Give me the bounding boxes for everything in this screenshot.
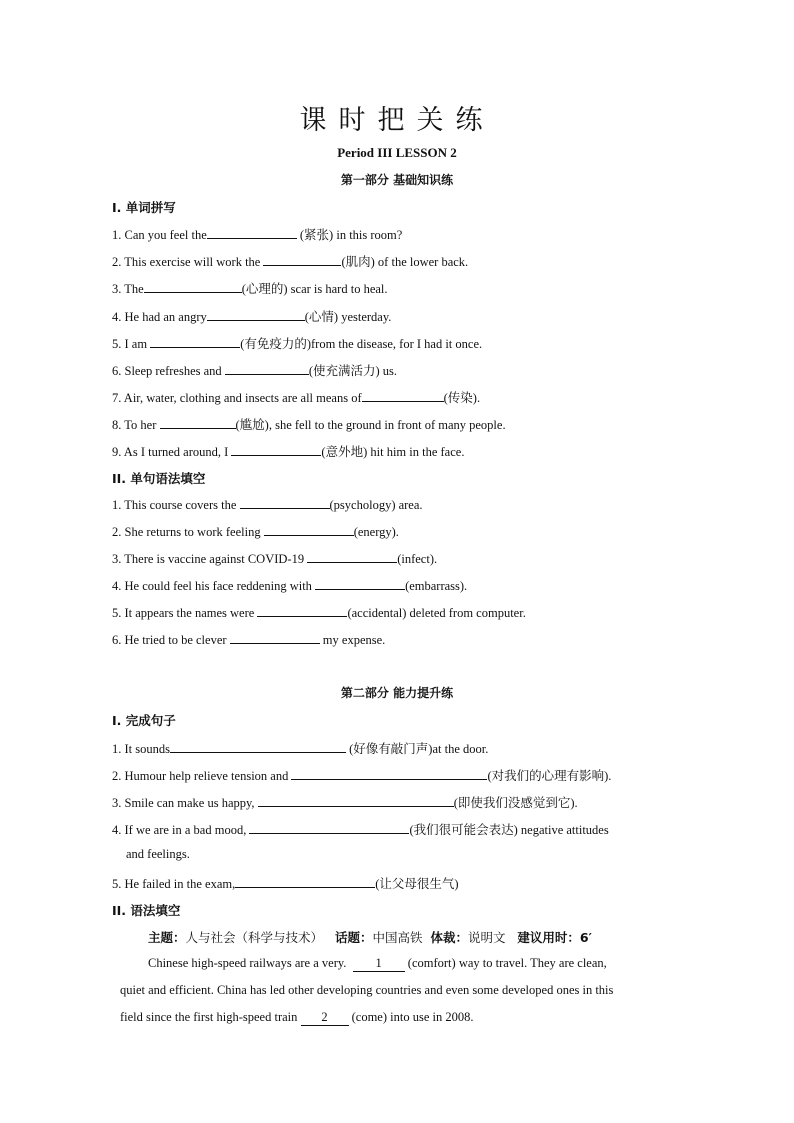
passage-blank-2[interactable]: 2 [301, 1010, 349, 1026]
question-hint: (紧张) in this room? [296, 228, 403, 242]
subject-value: 中国高铁 [372, 930, 423, 945]
question-item [112, 577, 467, 594]
page-title: 课时把关练 [299, 105, 495, 136]
genre-label: 体裁： [430, 930, 468, 945]
question-text: 3. The [112, 282, 144, 296]
time-label: 建议用时： [517, 930, 580, 945]
answer-blank[interactable] [257, 604, 347, 617]
answer-blank[interactable] [291, 767, 487, 780]
question-text: 5. He failed in the exam, [112, 877, 236, 891]
genre-value: 说明文 [467, 930, 506, 945]
period-subtitle: Period III LESSON 2 [337, 145, 457, 160]
question-hint: (energy). [353, 525, 399, 539]
answer-blank[interactable] [307, 550, 397, 563]
question-item [112, 739, 488, 757]
question-hint: (accidental) deleted from computer. [347, 606, 526, 620]
passage-line [120, 1010, 473, 1026]
section-complete-sentences-heading: I. 完成句子 [112, 713, 176, 728]
question-hint: (有免疫力的)from the disease, for I had it once. [240, 337, 483, 351]
question-item [112, 604, 526, 621]
question-hint: (肌肉) of the lower back. [341, 255, 469, 269]
question-item [112, 361, 397, 379]
answer-blank[interactable] [150, 335, 240, 348]
answer-blank[interactable] [170, 740, 346, 753]
question-item [112, 793, 578, 811]
question-text: 3. Smile can make us happy, [112, 796, 258, 810]
answer-blank[interactable] [240, 496, 330, 509]
question-item [112, 442, 464, 460]
answer-blank[interactable] [264, 523, 354, 536]
question-hint: (心理的) scar is hard to heal. [241, 282, 388, 296]
question-text: 4. He had an angry [112, 310, 207, 324]
question-hint: (我们很可能会表达) negative attitudes [409, 823, 609, 837]
question-item [112, 252, 468, 270]
section-passage-fill-heading: II. 语法填空 [112, 903, 181, 918]
question-hint: (即使我们没感觉到它). [453, 796, 578, 810]
topic-value: 人与社会（科学与技术） [185, 930, 324, 945]
question-item [112, 388, 480, 406]
question-item [112, 279, 388, 297]
answer-blank[interactable] [315, 577, 405, 590]
question-text: 2. This exercise will work the [112, 255, 264, 269]
question-hint: (embarrass). [405, 579, 468, 593]
question-item [112, 415, 506, 433]
answer-blank[interactable] [207, 308, 305, 321]
answer-blank[interactable] [207, 226, 297, 239]
passage-line [148, 956, 607, 972]
question-text: 1. This course covers the [112, 498, 240, 512]
question-item [112, 874, 459, 892]
answer-blank[interactable] [362, 389, 444, 402]
passage-text: field since the first high-speed train [120, 1010, 301, 1024]
question-text: 9. As I turned around, I [112, 445, 232, 459]
question-item [112, 225, 402, 243]
topic-label: 主题： [148, 930, 186, 945]
passage-text: (come) into use in 2008. [348, 1010, 474, 1024]
passage-text: (comfort) way to travel. They are clean, [404, 956, 607, 970]
question-text: 6. He tried to be clever [112, 633, 230, 647]
answer-blank[interactable] [263, 253, 341, 266]
question-hint: my expense. [319, 633, 386, 647]
question-text: 2. She returns to work feeling [112, 525, 264, 539]
question-hint: (传染). [443, 391, 481, 405]
question-item [112, 496, 423, 513]
part-one-heading: 第一部分 基础知识练 [340, 173, 454, 187]
question-text: 4. If we are in a bad mood, [112, 823, 250, 837]
question-item [112, 820, 609, 838]
question-hint: (好像有敲门声)at the door. [346, 742, 489, 756]
question-text: 3. There is vaccine against COVID-19 [112, 552, 308, 566]
passage-text: Chinese high-speed railways are a very. [148, 956, 350, 970]
time-value: 6′ [579, 930, 592, 945]
answer-blank[interactable] [160, 416, 236, 429]
question-text: 7. Air, water, clothing and insects are all means of [112, 391, 362, 405]
question-item [112, 766, 611, 784]
question-text: 4. He could feel his face reddening with [112, 579, 316, 593]
question-text: 1. It sounds [112, 742, 170, 756]
question-hint: (infect). [397, 552, 438, 566]
section-grammar-fill-heading: II. 单句语法填空 [112, 471, 206, 486]
answer-blank[interactable] [144, 280, 242, 293]
answer-blank[interactable] [235, 875, 375, 888]
question-hint: (对我们的心理有影响). [487, 769, 612, 783]
answer-blank[interactable] [258, 794, 454, 807]
question-hint: (让父母很生气) [375, 877, 459, 891]
question-item [112, 334, 482, 352]
question-hint: (心情) yesterday. [304, 310, 392, 324]
passage-blank-1[interactable]: 1 [353, 956, 405, 972]
answer-blank[interactable] [225, 362, 309, 375]
question-hint: (psychology) area. [329, 498, 423, 512]
answer-blank[interactable] [231, 443, 321, 456]
question-item [112, 550, 437, 567]
question-item [112, 523, 399, 540]
question-text: 8. To her [112, 418, 160, 432]
question-text: 5. I am [112, 337, 151, 351]
topic-line [148, 928, 592, 946]
part-two-heading: 第二部分 能力提升练 [340, 686, 454, 700]
question-item [112, 307, 391, 325]
question-text: 6. Sleep refreshes and [112, 364, 225, 378]
question-item [112, 631, 385, 648]
question-text: 1. Can you feel the [112, 228, 207, 242]
question-hint: (使充满活力) us. [308, 364, 398, 378]
answer-blank[interactable] [249, 821, 409, 834]
question-text: 2. Humour help relieve tension and [112, 769, 292, 783]
subject-label: 话题： [334, 930, 373, 945]
section-word-spelling-heading: I. 单词拼写 [112, 200, 176, 215]
question-hint: (尴尬), she fell to the ground in front of many people. [235, 418, 506, 432]
question-continuation: and feelings. [126, 847, 190, 861]
question-hint: (意外地) hit him in the face. [321, 445, 465, 459]
answer-blank[interactable] [230, 631, 320, 644]
passage-line: quiet and efficient. China has led other developing countries and even some developed ones in this [120, 983, 614, 997]
question-text: 5. It appears the names were [112, 606, 258, 620]
